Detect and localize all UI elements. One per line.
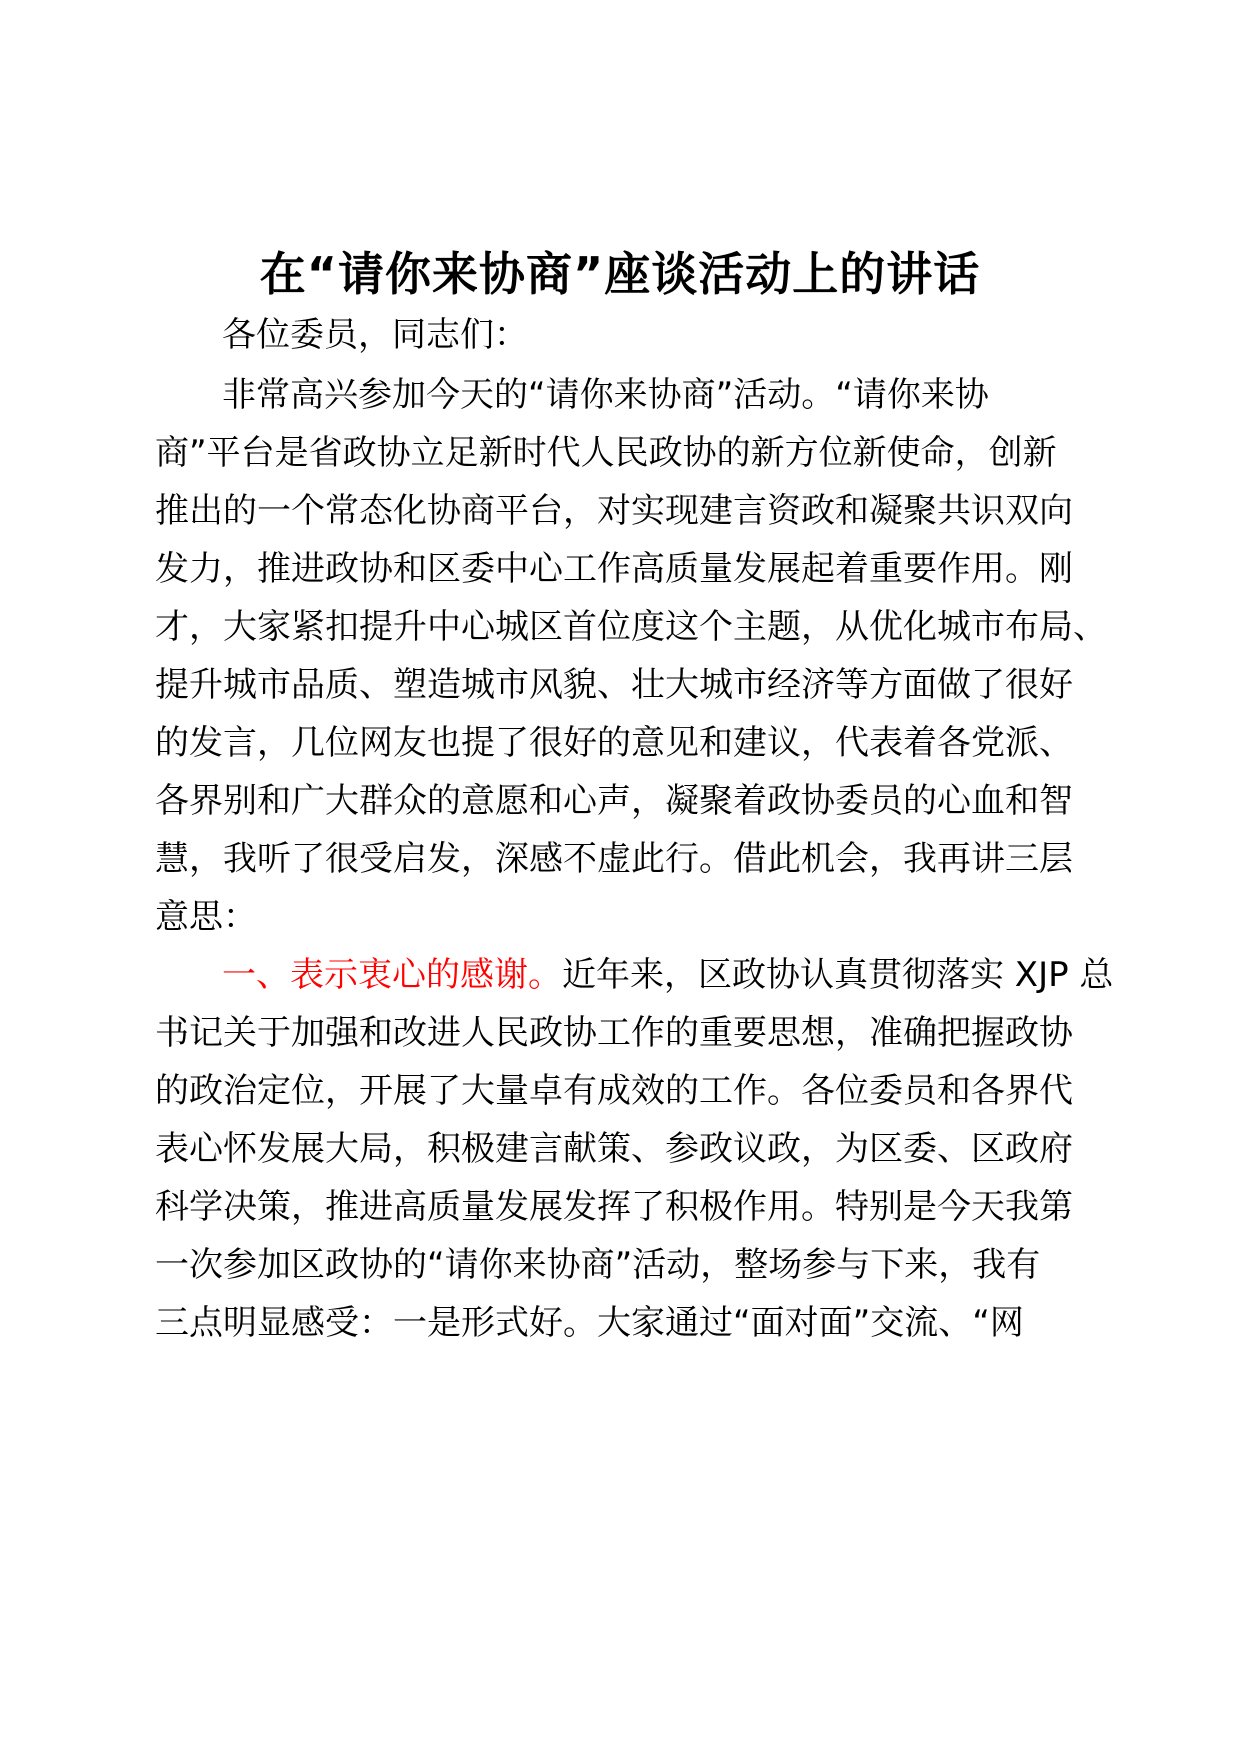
paragraph-line: 非常高兴参加今天的“请你来协商”活动。“请你来协 [222,375,989,415]
paragraph-line: 慧，我听了很受启发，深感不虚此行。借此机会，我再讲三层 [155,839,1073,879]
paragraph-line: 三点明显感受：一是形式好。大家通过“面对面”交流、“网 [155,1303,1024,1343]
paragraph-line: 的发言，几位网友也提了很好的意见和建议，代表着各党派、 [155,723,1073,763]
paragraph-line: 意思： [155,897,257,937]
salutation: 各位委员，同志们： [222,315,528,355]
section-paragraph-line [222,942,1113,1008]
paragraph-line: 一次参加区政协的“请你来协商”活动，整场参与下来，我有 [155,1245,1041,1285]
paragraph-line: 发力，推进政协和区委中心工作高质量发展起着重要作用。刚 [155,549,1073,589]
paragraph-line: 各界别和广大群众的意愿和心声，凝聚着政协委员的心血和智 [155,781,1073,821]
paragraph-line: 推出的一个常态化协商平台，对实现建言资政和凝聚共识双向 [155,491,1073,531]
section-text: 近年来，区政协认真贯彻落实 XJP 总 [562,955,1114,995]
paragraph-line: 的政治定位，开展了大量卓有成效的工作。各位委员和各界代 [155,1071,1073,1111]
paragraph-line: 提升城市品质、塑造城市风貌、壮大城市经济等方面做了很好 [155,665,1073,705]
paragraph-line: 才，大家紧扣提升中心城区首位度这个主题，从优化城市布局、 [155,607,1107,647]
paragraph-line: 表心怀发展大局，积极建言献策、参政议政，为区委、区政府 [155,1129,1073,1169]
section-heading: 一、表示衷心的感谢。 [222,955,562,995]
page-title: 在“请你来协商”座谈活动上的讲话 [259,247,981,301]
paragraph-line: 科学决策，推进高质量发展发挥了积极作用。特别是今天我第 [155,1187,1073,1227]
paragraph-line: 商”平台是省政协立足新时代人民政协的新方位新使命，创新 [155,433,1057,473]
paragraph-line: 书记关于加强和改进人民政协工作的重要思想，准确把握政协 [155,1013,1073,1053]
